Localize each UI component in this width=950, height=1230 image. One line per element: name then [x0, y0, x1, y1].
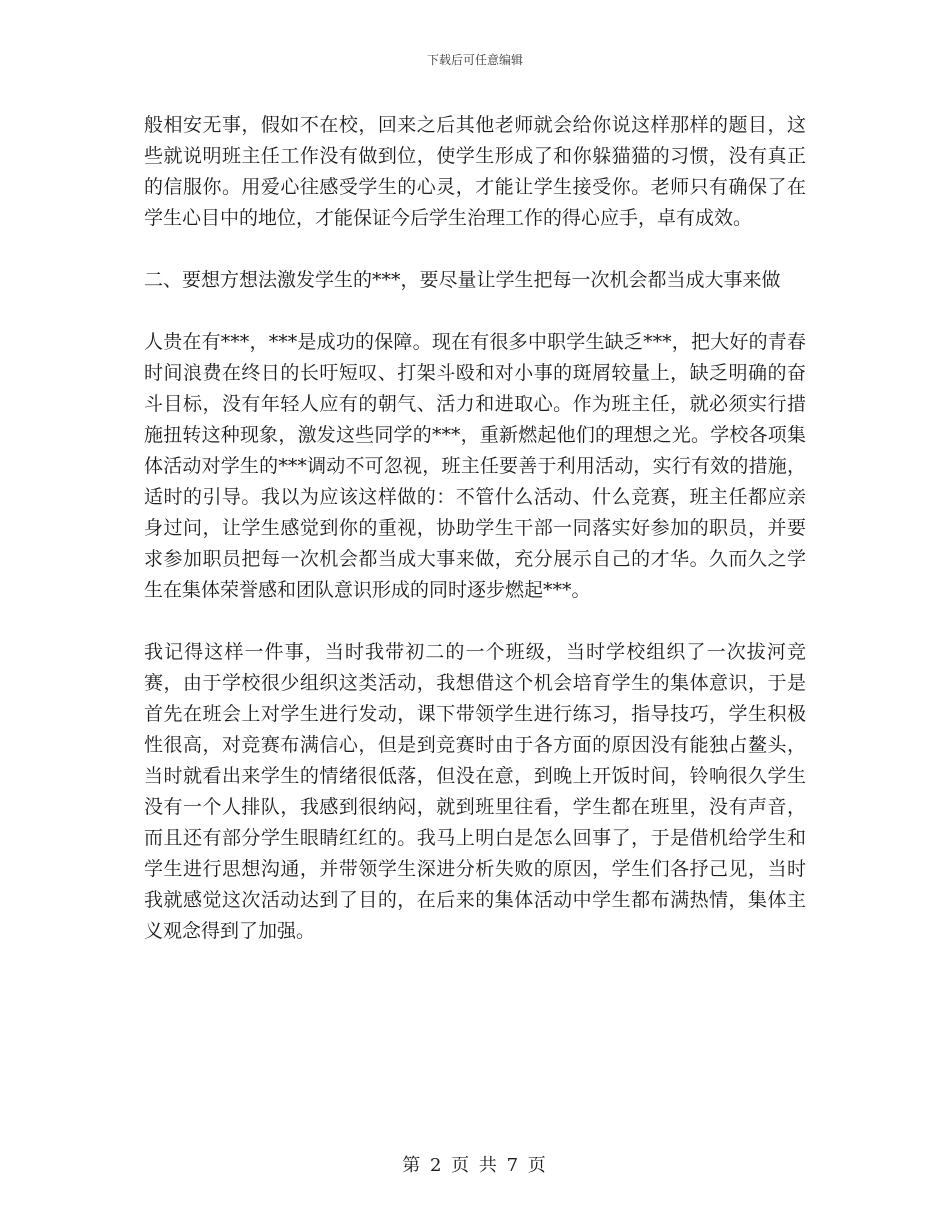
page-number: 第 2 页 共 7 页	[402, 1155, 548, 1176]
paragraph-3: 我记得这样一件事，当时我带初二的一个班级，当时学校组织了一次拔河竞赛，由于学校很少组织这类活动，我想借这个机会培育学生的集体意识，于是首先在班会上对学生进行发动，课下带领学生进行练习，指导技巧，学生积极性很高，对竞赛布满信心，但是到竞赛时由于各方面的原因没有能独占鳌头，当时就看出来学生的情绪很低落，但没在意，到晚上开饭时间，铃响很久学生没有一个人排队，我感到很纳闷，就到班里往看，学生都在班里，没有声音，而且还有部分学生眼睛红红的。我马上明白是怎么回事了，于是借机给学生和学生进行思想沟通，并带领学生深进分析失败的原因，学生们各抒己见，当时我就感觉这次活动达到了目的，在后来的集体活动中学生都布满热情，集体主义观念得到了加强。	[144, 641, 806, 942]
paragraph-2: 人贵在有***，***是成功的保障。现在有很多中职学生缺乏***，把大好的青春时间浪费在终日的长吁短叹、打架斗殴和对小事的斑屑较量上，缺乏明确的奋斗目标，没有年轻人应有的朝气、活力和进取心。作为班主任，就必须实行措施扭转这种现象，激发这些同学的***，重新燃起他们的理想之光。学校各项集体活动对学生的***调动不可忽视，班主任要善于利用活动，实行有效的措施，适时的引导。我以为应该这样做的：不管什么活动、什么竞赛，班主任都应亲身过问，让学生感觉到你的重视，协助学生干部一同落实好参加的职员，并要求参加职员把每一次机会都当成大事来做，充分展示自己的才华。久而久之学生在集体荣誉感和团队意识形成的同时逐步燃起***。	[144, 331, 806, 601]
section-heading: 二、要想方想法激发学生的***，要尽量让学生把每一次机会都当成大事来做	[144, 269, 781, 291]
page-header: 下载后可任意编辑	[426, 53, 523, 67]
paragraph-1: 般相安无事，假如不在校，回来之后其他老师就会给你说这样那样的题目，这些就说明班主任工作没有做到位，使学生形成了和你躲猫猫的习惯，没有真正的信服你。用爱心往感受学生的心灵，才能让学生接受你。老师只有确保了在学生心目中的地位，才能保证今后学生治理工作的得心应手，卓有成效。	[144, 114, 806, 229]
document-body	[144, 110, 806, 947]
